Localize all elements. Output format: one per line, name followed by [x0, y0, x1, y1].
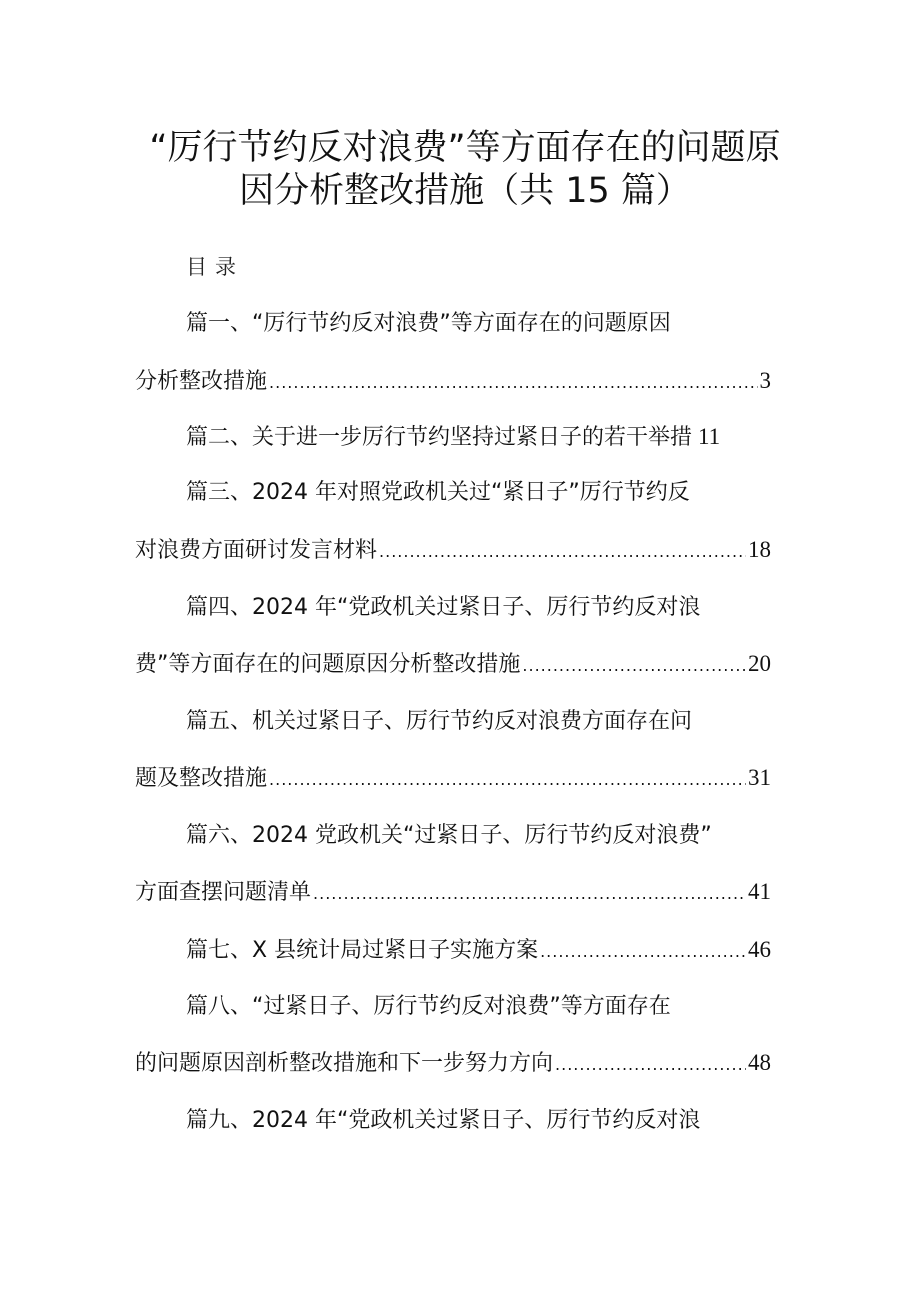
toc-entry-1-continuation	[135, 365, 771, 399]
toc-leader-dots	[522, 650, 746, 682]
toc-entry-7-title: 篇七、X 县统计局过紧日子实施方案	[186, 938, 539, 963]
toc-entry-1-page: 3	[759, 368, 771, 393]
toc-entry-8-title-cont: 的问题原因剖析整改措施和下一步努力方向	[135, 1051, 554, 1076]
toc-entry-4-page: 20	[748, 651, 771, 676]
toc-leader-dots	[540, 936, 746, 968]
toc-entry-6-page: 41	[748, 879, 771, 904]
toc-entry-5-page: 31	[748, 765, 771, 790]
toc-entry-2-title: 篇二、关于进一步厉行节约坚持过紧日子的若干举措	[186, 425, 693, 450]
toc-entry-7-page: 46	[748, 937, 771, 962]
toc-entry-1-title-cont: 分析整改措施	[135, 369, 268, 394]
toc-entry-5-continuation	[135, 762, 771, 796]
toc-heading: 目录	[186, 255, 244, 279]
toc-entry-1-title: 篇一、“厉行节约反对浪费”等方面存在的问题原因	[186, 311, 671, 336]
toc-entry-6-continuation	[135, 876, 771, 910]
toc-entry-2	[186, 421, 771, 454]
toc-entry-3-title: 篇三、2024 年对照党政机关过“紧日子”厉行节约反	[186, 480, 690, 505]
toc-entry-4-continuation	[135, 648, 771, 682]
toc-leader-dots	[313, 878, 746, 910]
toc-entry-9-title: 篇九、2024 年“党政机关过紧日子、厉行节约反对浪	[186, 1108, 701, 1133]
toc-leader-dots	[269, 764, 746, 796]
toc-entry-6-title: 篇六、2024 党政机关“过紧日子、厉行节约反对浪费”	[186, 823, 712, 848]
document-title-line-2: 因分析整改措施（共 15 篇）	[239, 171, 691, 211]
toc-entry-4-title-cont: 费”等方面存在的问题原因分析整改措施	[135, 652, 521, 677]
toc-entry-2-page: 11	[698, 424, 721, 449]
toc-leader-dots	[269, 367, 757, 399]
toc-entry-4-title: 篇四、2024 年“党政机关过紧日子、厉行节约反对浪	[186, 595, 701, 620]
document-title-line-1: “厉行节约反对浪费”等方面存在的问题原	[149, 128, 781, 168]
toc-entry-8-page: 48	[748, 1050, 771, 1075]
toc-entry-5-title: 篇五、机关过紧日子、厉行节约反对浪费方面存在问	[186, 709, 693, 734]
toc-entry-8-continuation	[135, 1047, 771, 1081]
toc-entry-3-continuation	[135, 534, 771, 568]
toc-entry-7	[186, 934, 771, 968]
toc-leader-dots	[555, 1049, 746, 1081]
toc-entry-3-page: 18	[748, 537, 771, 562]
toc-entry-8-title: 篇八、“过紧日子、厉行节约反对浪费”等方面存在	[186, 994, 671, 1019]
toc-entry-5-title-cont: 题及整改措施	[135, 766, 268, 791]
toc-leader-dots	[379, 536, 746, 568]
toc-entry-3-title-cont: 对浪费方面研讨发言材料	[135, 538, 378, 563]
toc-entry-6-title-cont: 方面查摆问题清单	[135, 880, 312, 905]
